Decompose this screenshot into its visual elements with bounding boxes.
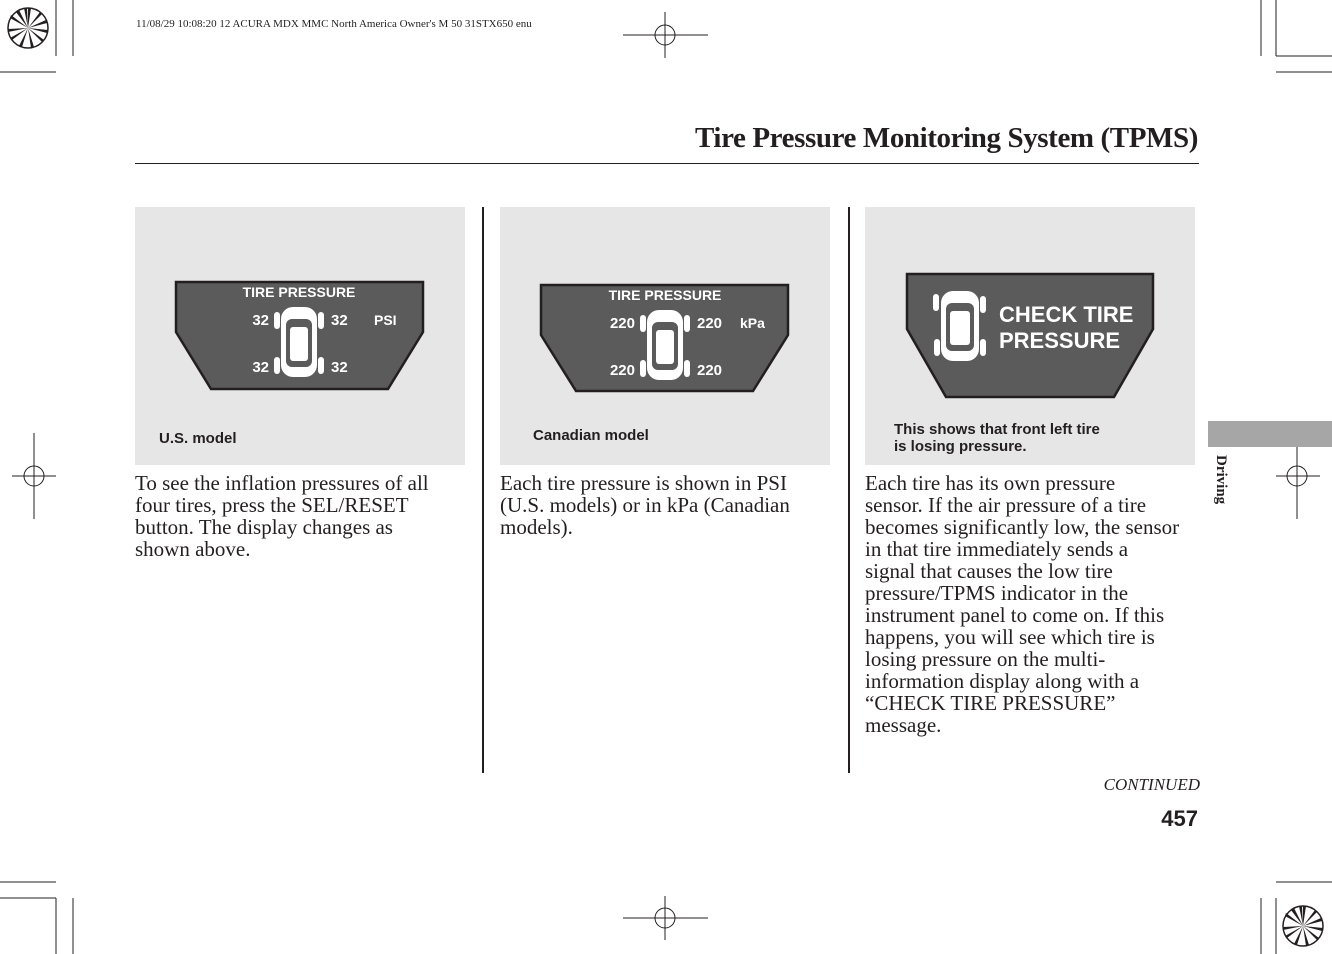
tire-pressure-display-psi bbox=[135, 207, 465, 465]
text-line: message. bbox=[865, 713, 942, 737]
text-line: happens, you will see which tire is bbox=[865, 625, 1155, 649]
column-divider-right bbox=[848, 207, 850, 773]
text-line: shown above. bbox=[135, 537, 251, 561]
text-line: signal that causes the low tire bbox=[865, 559, 1113, 583]
message-line-1: CHECK TIRE bbox=[999, 302, 1134, 327]
column-divider-left bbox=[482, 207, 484, 773]
left-column-text bbox=[135, 472, 470, 560]
figure-caption: Canadian model bbox=[533, 427, 649, 444]
section-tab-label: Driving bbox=[1213, 455, 1229, 505]
text-line: losing pressure on the multi- bbox=[865, 647, 1106, 671]
display-heading: TIRE PRESSURE bbox=[242, 284, 356, 300]
text-line: instrument panel to come on. If this bbox=[865, 603, 1165, 627]
text-line: Each tire has its own pressure bbox=[865, 471, 1116, 495]
print-stamp: 11/08/29 10:08:20 12 ACURA MDX MMC North America Owner's M 50 31STX650 enu bbox=[136, 18, 532, 30]
text-line: (U.S. models) or in kPa (Canadian bbox=[500, 493, 790, 517]
text-line: in that tire immediately sends a bbox=[865, 537, 1129, 561]
text-line: becomes significantly low, the sensor bbox=[865, 515, 1180, 539]
car-outline-icon bbox=[640, 310, 690, 380]
unit-label: kPa bbox=[740, 315, 765, 331]
front-left-value: 32 bbox=[252, 312, 269, 329]
unit-label: PSI bbox=[374, 312, 397, 328]
text-line: four tires, press the SEL/RESET bbox=[135, 493, 409, 517]
figure-check-tire-pressure bbox=[865, 207, 1195, 465]
right-column-text bbox=[865, 472, 1201, 736]
text-line: button. The display changes as bbox=[135, 515, 393, 539]
title-rule bbox=[135, 163, 1199, 164]
page-title: Tire Pressure Monitoring System (TPMS) bbox=[695, 122, 1198, 154]
figure-caption: U.S. model bbox=[159, 430, 237, 447]
text-line: Each tire pressure is shown in PSI bbox=[500, 471, 787, 495]
figure-us-model bbox=[135, 207, 465, 465]
front-right-value: 32 bbox=[331, 312, 348, 329]
rear-right-value: 220 bbox=[697, 362, 723, 379]
text-line: information display along with a bbox=[865, 669, 1140, 693]
message-line-2: PRESSURE bbox=[999, 328, 1121, 353]
display-heading: TIRE PRESSURE bbox=[608, 287, 722, 303]
front-right-value: 220 bbox=[697, 315, 723, 332]
text-line: models). bbox=[500, 515, 573, 539]
car-outline-icon bbox=[274, 307, 324, 377]
low-tire-indicator-icon bbox=[933, 294, 939, 311]
text-line: sensor. If the air pressure of a tire bbox=[865, 493, 1147, 517]
section-tab bbox=[1208, 421, 1332, 447]
text-line: “CHECK TIRE PRESSURE” bbox=[865, 691, 1116, 715]
text-line: pressure/TPMS indicator in the bbox=[865, 581, 1129, 605]
figure-caption-line: is losing pressure. bbox=[894, 438, 1027, 455]
front-left-value: 220 bbox=[609, 315, 635, 332]
figure-caption bbox=[894, 421, 1100, 455]
rear-left-value: 220 bbox=[609, 362, 635, 379]
rear-left-value: 32 bbox=[252, 359, 269, 376]
figure-caption-line: This shows that front left tire bbox=[894, 421, 1100, 438]
continued-label: CONTINUED bbox=[1103, 775, 1200, 794]
figure-canadian-model bbox=[500, 207, 830, 465]
rear-right-value: 32 bbox=[331, 359, 348, 376]
text-line: To see the inflation pressures of all bbox=[135, 471, 429, 495]
page-number: 457 bbox=[1161, 806, 1198, 831]
middle-column-text bbox=[500, 472, 840, 538]
